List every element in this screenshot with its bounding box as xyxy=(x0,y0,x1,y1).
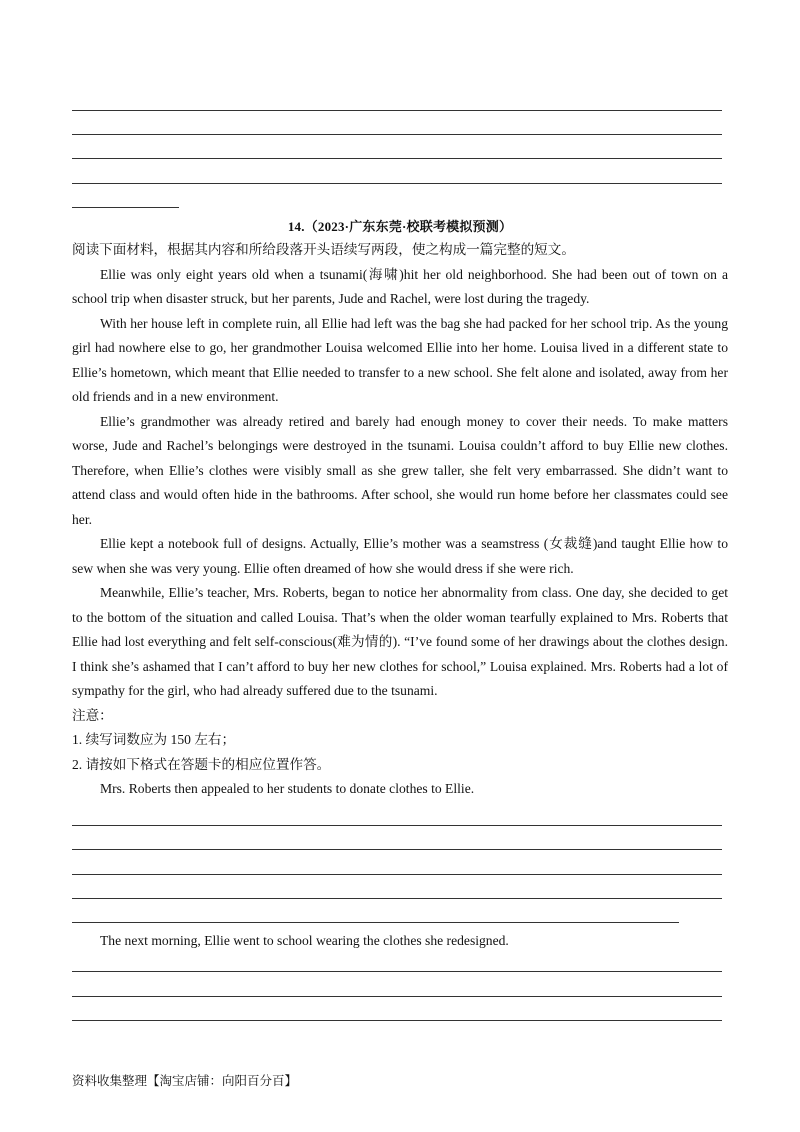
note-item: 2. 请按如下格式在答题卡的相应位置作答。 xyxy=(72,756,331,772)
answer-line xyxy=(72,874,722,875)
answer-line xyxy=(72,849,722,850)
footer-note: 资料收集整理【淘宝店铺：向阳百分百】 xyxy=(72,1073,298,1088)
continuation-prompt-2-wrap xyxy=(72,929,728,954)
continuation-prompt-2: The next morning, Ellie went to school wearing the clothes she redesigned. xyxy=(100,933,509,948)
instruction: 阅读下面材料，根据其内容和所给段落开头语续写两段，使之构成一篇完整的短文。 xyxy=(72,242,575,257)
answer-line xyxy=(72,110,722,111)
question-body xyxy=(72,238,728,802)
continuation-prompt-1: Mrs. Roberts then appealed to her students to donate clothes to Ellie. xyxy=(100,781,475,796)
answer-line-short xyxy=(72,207,179,208)
answer-line xyxy=(72,898,722,899)
answer-line-short xyxy=(72,922,679,923)
answer-line xyxy=(72,996,722,997)
answer-line xyxy=(72,1020,722,1021)
question-title: 14.（2023·广东东莞·校联考模拟预测） xyxy=(287,219,513,234)
note-item: 1. 续写词数应为 150 左右； xyxy=(72,732,236,747)
notes-heading: 注意： xyxy=(72,707,113,723)
answer-line xyxy=(72,183,722,184)
answer-line xyxy=(72,134,722,135)
passage-paragraph: Ellie kept a notebook full of designs. Actually, Ellie’s mother was a seamstress (女裁缝)and taught Ellie how to sew when she was very young. Ellie often dreamed of how she would dress if she were rich. xyxy=(72,536,728,576)
answer-line xyxy=(72,158,722,159)
passage-paragraph: Ellie was only eight years old when a tsunami(海啸)hit her old neighborhood. She had been out of town on a school trip when disaster struck, but her parents, Jude and Rachel, were lost during the tragedy. xyxy=(72,266,728,306)
answer-line xyxy=(72,825,722,826)
passage-paragraph: With her house left in complete ruin, all Ellie had left was the bag she had packed for her school trip. As the young girl had nowhere else to go, her grandmother Louisa welcomed Ellie into her home. Louisa lived in a different state to Ellie’s hometown, which meant that Ellie needed to transfer to a new school. She felt alone and isolated, away from her old friends and in a new environment. xyxy=(72,315,728,404)
passage-paragraph: Ellie’s grandmother was already retired and barely had enough money to cover their needs. To make matters worse, Jude and Rachel’s belongings were destroyed in the tsunami. Louisa couldn’t afford to buy Ellie new clothes. Therefore, when Ellie’s clothes were visibly small as she grew taller, she felt very embarrassed. She didn’t want to attend class and would often hide in the bathrooms. After school, she would run home before her classmates could see her. xyxy=(72,413,728,527)
answer-line xyxy=(72,971,722,972)
passage-paragraph: Meanwhile, Ellie’s teacher, Mrs. Roberts, began to notice her abnormality from class. One day, she decided to get to the bottom of the situation and called Louisa. That’s when the older woman tearfully explained to Mrs. Roberts that Ellie had lost everything and felt self-conscious(难为情的). “I’ve found some of her drawings about the clothes design. I think she’s ashamed that I can’t afford to buy her new clothes for school,” Louisa explained. Mrs. Roberts had a lot of sympathy for the girl, who had already suffered due to the tsunami. xyxy=(72,585,728,698)
